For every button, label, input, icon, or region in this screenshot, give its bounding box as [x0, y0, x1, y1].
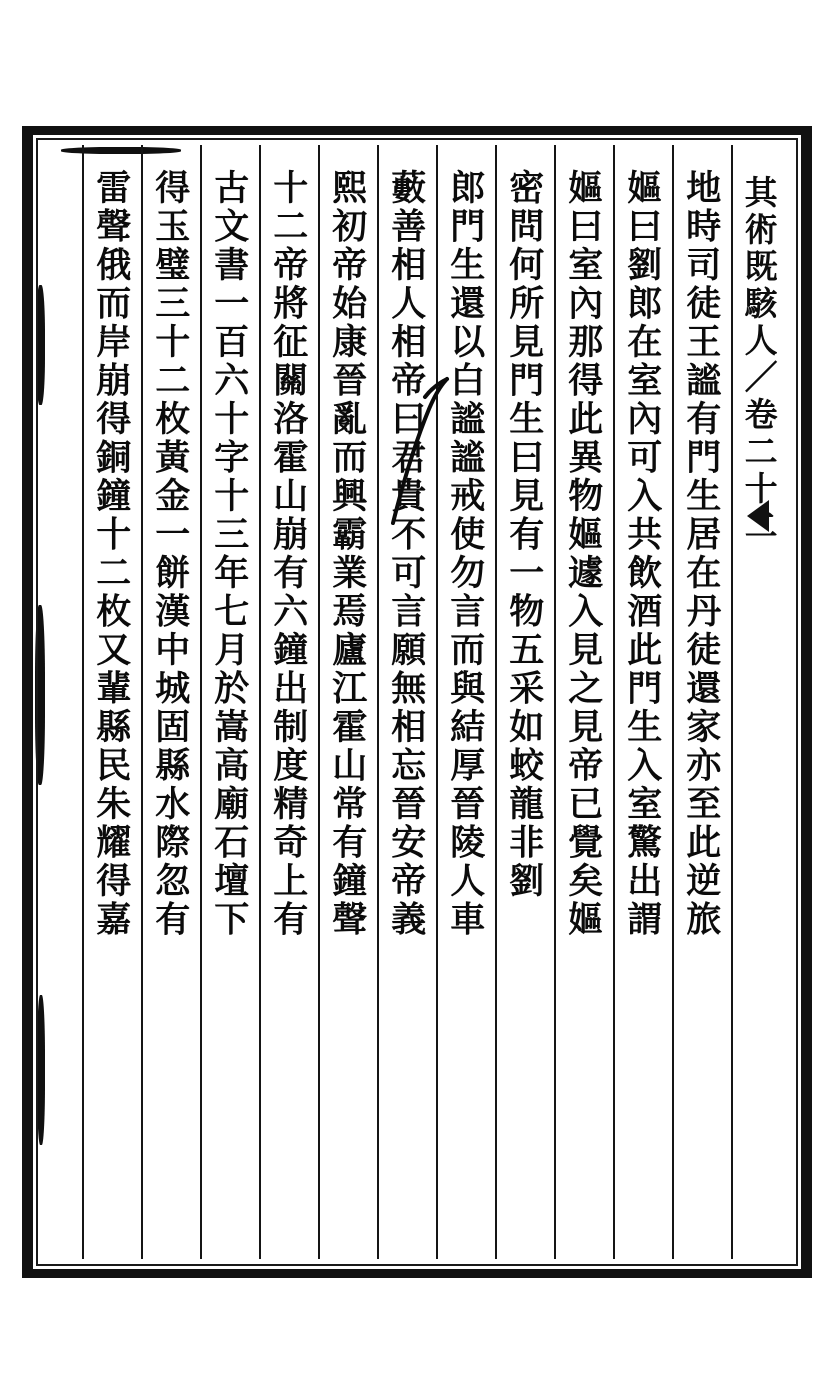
text-column-9: [200, 145, 259, 1259]
text-column-4: [495, 145, 554, 1259]
column-text: 嫗曰劉郎在室內可入共飲酒此門生入室驚出謂: [621, 169, 663, 939]
column-text: 藪善相人相帝曰君貴不可言願無相忘晉安帝義: [385, 169, 427, 939]
text-column-6: [377, 145, 436, 1259]
page-border-frame: [22, 126, 812, 1278]
text-column-1: [672, 145, 731, 1259]
column-text: 雷聲俄而岸崩得銅鐘十二枚又輩縣民朱耀得嘉: [90, 169, 132, 939]
text-column-container: [43, 145, 791, 1259]
text-column-2: [613, 145, 672, 1259]
column-text: 嫗曰室內那得此異物嫗遽入見之見帝已覺矣嫗: [562, 169, 604, 939]
column-text: 密問何所見門生曰見有一物五采如蛟龍非劉: [503, 169, 545, 901]
column-header-text: 其術既駭人／卷二十二: [739, 175, 779, 545]
column-text: 地時司徒王謐有門生居在丹徒還家亦至此逆旅: [680, 169, 722, 939]
column-text: 古文書一百六十字十三年七月於嵩高廟石壇下: [208, 169, 250, 939]
text-column-7: [318, 145, 377, 1259]
column-text: 得玉璧三十二枚黃金一餅漢中城固縣水際忽有: [149, 169, 191, 939]
text-column-10: [141, 145, 200, 1259]
column-header-banxin: [731, 145, 791, 1259]
column-text: 郎門生還以白謐謐戒使勿言而與結厚晉陵人車: [444, 169, 486, 939]
text-column-8: [259, 145, 318, 1259]
text-column-11: [82, 145, 141, 1259]
text-column-5: [436, 145, 495, 1259]
fish-tail-mark: [747, 500, 769, 532]
text-column-3: [554, 145, 613, 1259]
column-text: 熙初帝始康晉亂而興霸業焉廬江霍山常有鐘聲: [326, 169, 368, 939]
column-text: 十二帝將征關洛霍山崩有六鐘出制度精奇上有: [267, 169, 309, 939]
